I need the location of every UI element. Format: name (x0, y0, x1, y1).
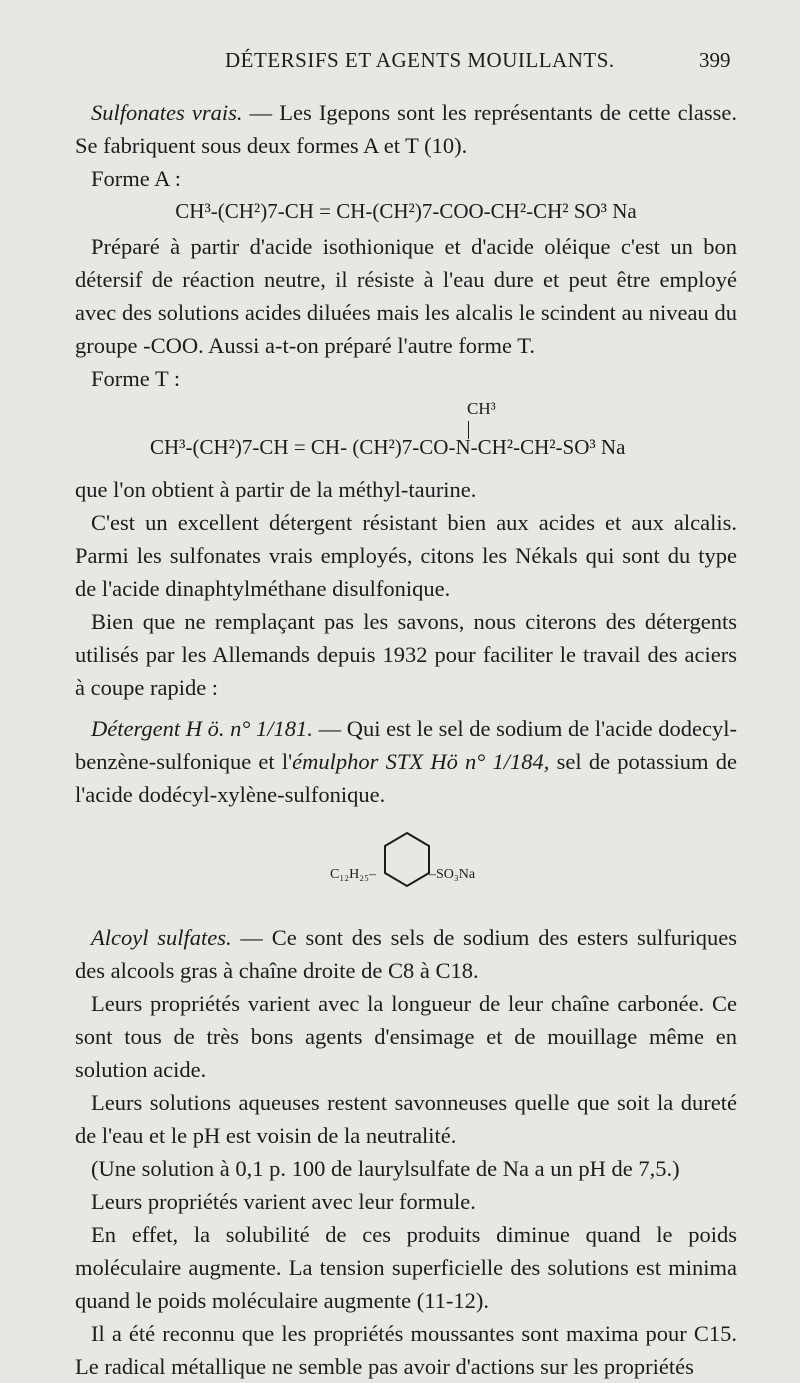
paragraph-une-solution: (Une solution à 0,1 p. 100 de laurylsulfate de Na a un pH de 7,5.) (91, 1156, 680, 1181)
paragraph-text: — Les Igepons sont les représentants de cette classe. Se fabriquent sous deux formes A et T (10). (75, 100, 738, 158)
paragraph-solubilite: En effet, la solubilité de ces produits diminue quand le poids moléculaire augmente. La tension superficielle des solutions est minima quand le poids moléculaire augmente (11-12). (75, 1222, 737, 1313)
paragraph-methyl-taurine: que l'on obtient à partir de la méthyl-taurine. (75, 477, 477, 502)
paragraph-formule: Leurs propriétés varient avec leur formule. (91, 1189, 476, 1214)
forme-a-label: Forme A : (91, 166, 182, 191)
benzene-ring-diagram (75, 811, 737, 921)
paragraph-sulfonates (75, 96, 737, 162)
paragraph-detergent (75, 712, 737, 811)
page-header (0, 48, 800, 78)
section-label-alcoyl: Alcoyl sulfates. (91, 925, 232, 950)
paragraph-alcoyl (75, 921, 737, 987)
formula-t-block (75, 395, 737, 473)
running-title: DÉTERSIFS ET AGENTS MOUILLANTS. (225, 48, 615, 72)
formula-t: CH³-(CH²)7-CH = CH- (CH²)7-CO-N-CH²-CH²-SO³ Na (150, 435, 626, 459)
paragraph-proprietes: Leurs propriétés varient avec la longueur de leur chaîne carbonée. Ce sont tous de très bons agents d'ensimage et de mouillage même en solution acide. (75, 991, 737, 1082)
paragraph-text: — Ce sont des sels de sodium des esters sulfuriques des alcools gras à chaîne droite de C8 à C18. (75, 925, 737, 983)
page-body (75, 96, 737, 1383)
paragraph-excellent: C'est un excellent détergent résistant bien aux acides et aux alcalis. Parmi les sulfonates vrais employés, citons les Nékals qui sont du type de l'acide dinaphtylméthane disulfonique. (75, 510, 737, 601)
paragraph-moussantes: Il a été reconnu que les propriétés moussantes sont maxima pour C15. Le radical métallique ne semble pas avoir d'actions sur les propriétés (75, 1321, 737, 1379)
page-number: 399 (699, 48, 731, 72)
forme-t-label: Forme T : (91, 366, 181, 391)
section-label-detergent: Détergent H ö. n° 1/181. (91, 716, 313, 741)
paragraph-text: sel de potassium de l'acide dodécyl-xylène-sulfonique. (75, 749, 737, 807)
formula-t-methyl: CH³ (467, 399, 496, 418)
paragraph-text: — Qui est le sel de sodium de l'acide dodecyl-benzène-sulfonique et l' (75, 716, 737, 774)
emulphor-name: émulphor STX Hö n° 1/184, (292, 749, 550, 774)
paragraph-bien-que: Bien que ne remplaçant pas les savons, nous citerons des détergents utilisés par les Allemands depuis 1932 pour faciliter le travail des aciers à coupe rapide : (75, 609, 737, 700)
ring-right-substituent: –SO₃Na (429, 867, 476, 882)
ring-left-substituent: C₁₂H₂₅– (330, 867, 376, 882)
benzene-ring-icon (75, 811, 737, 921)
paragraph-prepare: Préparé à partir d'acide isothionique et d'acide oléique c'est un bon détersif de réaction neutre, il résiste à l'eau dure et peut être employé avec des solutions acides diluées mais les alcalis le scindent au niveau du groupe -COO. Aussi a-t-on préparé l'autre forme T. (75, 234, 737, 358)
paragraph-solutions: Leurs solutions aqueuses restent savonneuses quelle que soit la dureté de l'eau et le pH est voisin de la neutralité. (75, 1090, 737, 1148)
section-label-sulfonates: Sulfonates vrais. (91, 100, 243, 125)
formula-a: CH³-(CH²)7-CH = CH-(CH²)7-COO-CH²-CH² SO³ Na (175, 199, 637, 223)
